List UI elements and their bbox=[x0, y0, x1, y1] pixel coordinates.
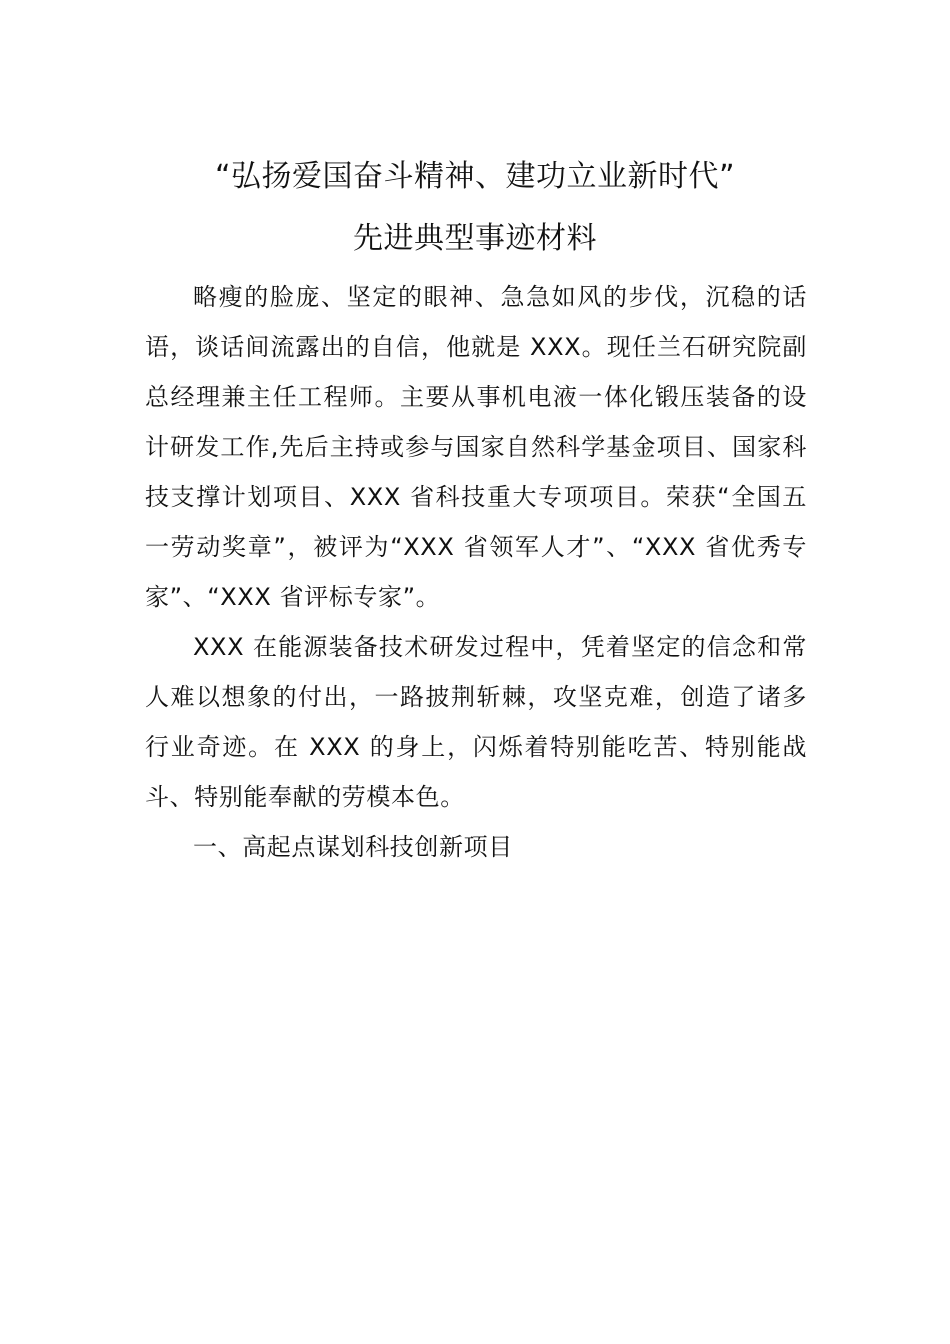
paragraph-1: 略瘦的脸庞、坚定的眼神、急急如风的步伐，沉稳的话语，谈话间流露出的自信，他就是 XXX。现任兰石研究院副总经理兼主任工程师。主要从事机电液一体化锻压装备的设计研发工作,先后主持或参与国家自然科学基金项目、国家科技支撑计划项目、XXX 省科技重大专项项目。荣获“全国五一劳动奖章”，被评为“XXX 省领军人才”、“XXX 省优秀专家”、“XXX 省评标专家”。 bbox=[145, 283, 807, 611]
document-title bbox=[145, 146, 805, 270]
paragraph-2: XXX 在能源装备技术研发过程中，凭着坚定的信念和常人难以想象的付出，一路披荆斩棘，攻坚克难，创造了诸多行业奇迹。在 XXX 的身上，闪烁着特别能吃苦、特别能战斗、特别能奉献的劳模本色。 bbox=[145, 633, 807, 811]
title-line-2: 先进典型事迹材料 bbox=[353, 221, 597, 256]
section-heading: 一、高起点谋划科技创新项目 bbox=[193, 833, 513, 861]
document-body bbox=[145, 272, 807, 872]
title-line-1: “弘扬爱国奋斗精神、建功立业新时代” bbox=[214, 159, 736, 194]
